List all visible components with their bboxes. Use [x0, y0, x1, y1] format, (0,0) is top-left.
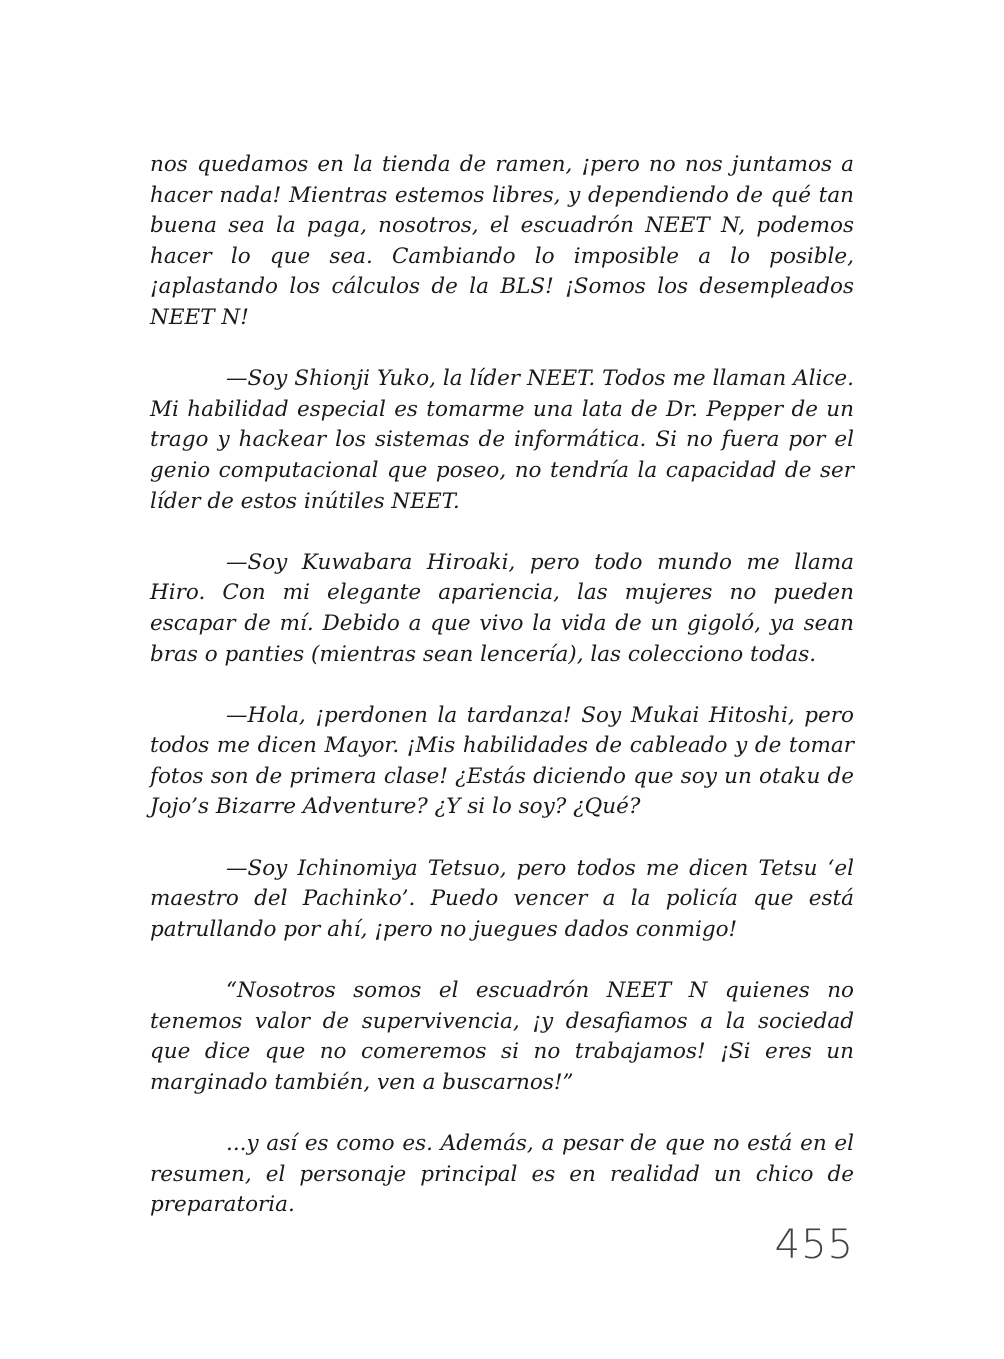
paragraph-continuation: nos quedamos en la tienda de ramen, ¡pero no nos juntamos a hacer nada! Mientras estemos libres, y dependiendo de qué tan buena sea la paga, nosotros, el escuadrón NEET N, podemos hacer lo que sea. Cambiando lo imposible a lo posible, ¡aplastando los cálculos de la BLS! ¡Somos los desempleados NEET N! [150, 152, 854, 330]
paragraph-squad-motto: “Nosotros somos el escuadrón NEET N quienes no tenemos valor de supervivencia, ¡y desafiamos a la sociedad que dice que no comeremos si no trabajamos! ¡Si eres un marginado también, ven a buscarnos!” [150, 978, 854, 1095]
paragraph-hiro-intro: —Soy Kuwabara Hiroaki, pero todo mundo me llama Hiro. Con mi elegante apariencia, las mujeres no pueden escapar de mí. Debido a que vivo la vida de un gigoló, ya sean bras o panties (mientras sean lencería), las colecciono todas. [150, 549, 854, 667]
paragraph-tetsu-intro: —Soy Ichinomiya Tetsuo, pero todos me dicen Tetsu ‘el maestro del Pachinko’. Puedo vencer a la policía que está patrullando por ahí, ¡pero no juegues dados conmigo! [150, 855, 854, 942]
paragraph-mayor-intro: —Hola, ¡perdonen la tardanza! Soy Mukai Hitoshi, pero todos me dicen Mayor. ¡Mis habilidades de cableado y de tomar fotos son de primera clase! ¿Estás diciendo que soy un otaku de Jojo’s Bizarre Adventure? ¿Y si lo soy? ¿Qué? [150, 702, 854, 820]
paragraph-alice-intro: —Soy Shionji Yuko, la líder NEET. Todos me llaman Alice. Mi habilidad especial es tomarme una lata de Dr. Pepper de un trago y hackear los sistemas de informática. Si no fuera por el genio computacional que poseo, no tendría la capacidad de ser líder de estos inútiles NEET. [150, 366, 854, 514]
body-text [150, 150, 854, 1251]
paragraph-closing: ...y así es como es. Además, a pesar de que no está en el resumen, el personaje principal es en realidad un chico de preparatoria. [150, 1131, 854, 1218]
page-number: 455 [774, 1222, 854, 1268]
